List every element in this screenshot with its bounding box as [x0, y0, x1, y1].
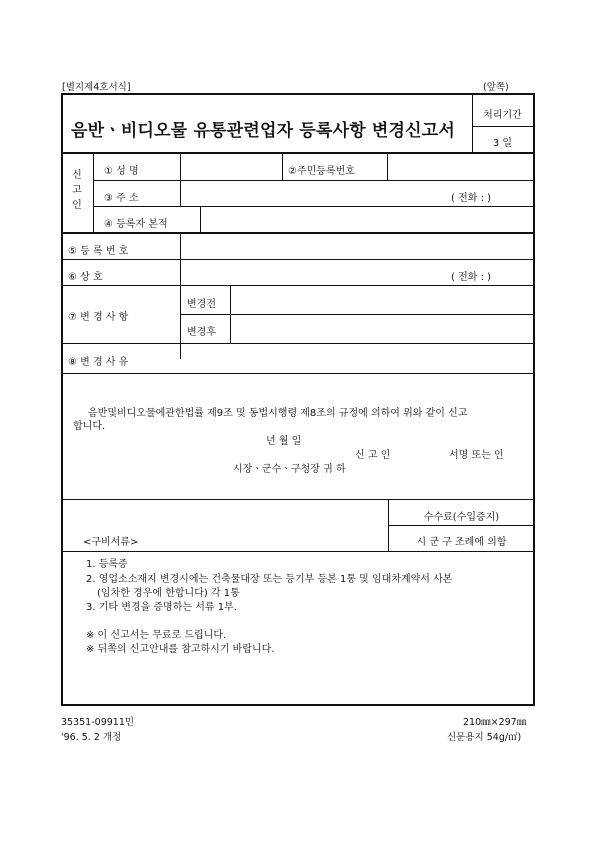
note-2: 2. 영업소소재지 변경시에는 건축물대장 또는 등기부 등본 1통 및 임대차계약서 사본: [86, 574, 453, 585]
fee-label: 수수료(수입증지): [423, 512, 500, 523]
page-side-label: (앞쪽): [483, 82, 509, 93]
registrant-domicile-field[interactable]: [201, 207, 533, 232]
declaration-text-line2: 합니다.: [73, 421, 106, 432]
rrn-field[interactable]: [388, 153, 533, 179]
registration-number-label: ⑤ 등 록 번 호: [68, 246, 129, 257]
note-free: ※ 이 신고서는 무료로 드립니다.: [86, 630, 227, 641]
trade-name-field[interactable]: [181, 260, 451, 285]
note-back-side: ※ 뒤쪽의 신고안내를 참고하시기 바랍니다.: [86, 644, 275, 655]
form-number: [별지제4호서식]: [62, 82, 131, 93]
change-reason-field[interactable]: [181, 344, 533, 372]
processing-period-value: 3 일: [492, 138, 513, 149]
address-label: ③ 주 소: [104, 193, 139, 204]
footer-size: 210㎜×297㎜: [463, 717, 527, 728]
note-2-cont: (임차한 경우에 한합니다) 각 1통: [97, 588, 240, 599]
row-line-attachments: [61, 551, 535, 552]
processing-inner-line: [472, 126, 533, 127]
declaration-date: 년 월 일: [266, 436, 302, 447]
trade-phone: ( 전화 : ): [451, 272, 492, 283]
before-change-field[interactable]: [231, 286, 533, 313]
row-line-declaration: [61, 499, 535, 500]
row-line-reason: [61, 373, 535, 374]
fee-value: 시 군 구 조례에 의함: [416, 537, 507, 548]
declaration-text-line1: 음반및비디오물에관한법률 제9조 및 동법시행령 제8조의 규정에 의하여 위와 같이 신고: [88, 408, 468, 419]
after-change-label: 변경후: [187, 327, 216, 338]
addressee: 시장ㆍ군수ㆍ구청장 귀 하: [233, 464, 346, 475]
change-reason-label: ⑧ 변 경 사 유: [68, 357, 129, 368]
footer-revised: '96. 5. 2 개정: [61, 732, 122, 743]
footer-code: 35351-09911민: [61, 717, 135, 728]
registration-number-field[interactable]: [181, 234, 533, 258]
declaration-applicant: 신 고 인: [355, 450, 391, 461]
after-change-field[interactable]: [231, 315, 533, 342]
fee-inner-line: [388, 525, 534, 526]
applicant-group-divider: [93, 153, 94, 232]
footer-paper: 신문용지 54g/㎡): [447, 732, 522, 743]
rrn-label-divider-left: [282, 153, 283, 180]
registrant-domicile-label: ④ 등록자 본적: [104, 219, 168, 230]
processing-period-label: 처리기간: [483, 110, 522, 121]
address-phone: ( 전화 : ): [451, 193, 492, 204]
signature-or-seal: 서명 또는 인: [449, 450, 504, 461]
form-title: 음반ㆍ비디오물 유통관련업자 등록사항 변경신고서: [71, 121, 456, 141]
name-field[interactable]: [181, 153, 281, 179]
name-label: ① 성 명: [104, 166, 139, 177]
before-change-label: 변경전: [187, 299, 216, 310]
trade-name-label: ⑥ 상 호: [68, 272, 103, 283]
note-1: 1. 등록증: [86, 559, 128, 570]
address-field[interactable]: [181, 181, 451, 206]
changes-label: ⑦ 변 경 사 항: [68, 312, 129, 323]
applicant-group-label: 신 고 인: [72, 170, 82, 211]
rrn-label: ②주민등록번호: [288, 166, 355, 177]
note-3: 3. 기타 변경을 증명하는 서류 1부.: [86, 602, 237, 613]
attachments-label: <구비서류>: [83, 537, 139, 548]
